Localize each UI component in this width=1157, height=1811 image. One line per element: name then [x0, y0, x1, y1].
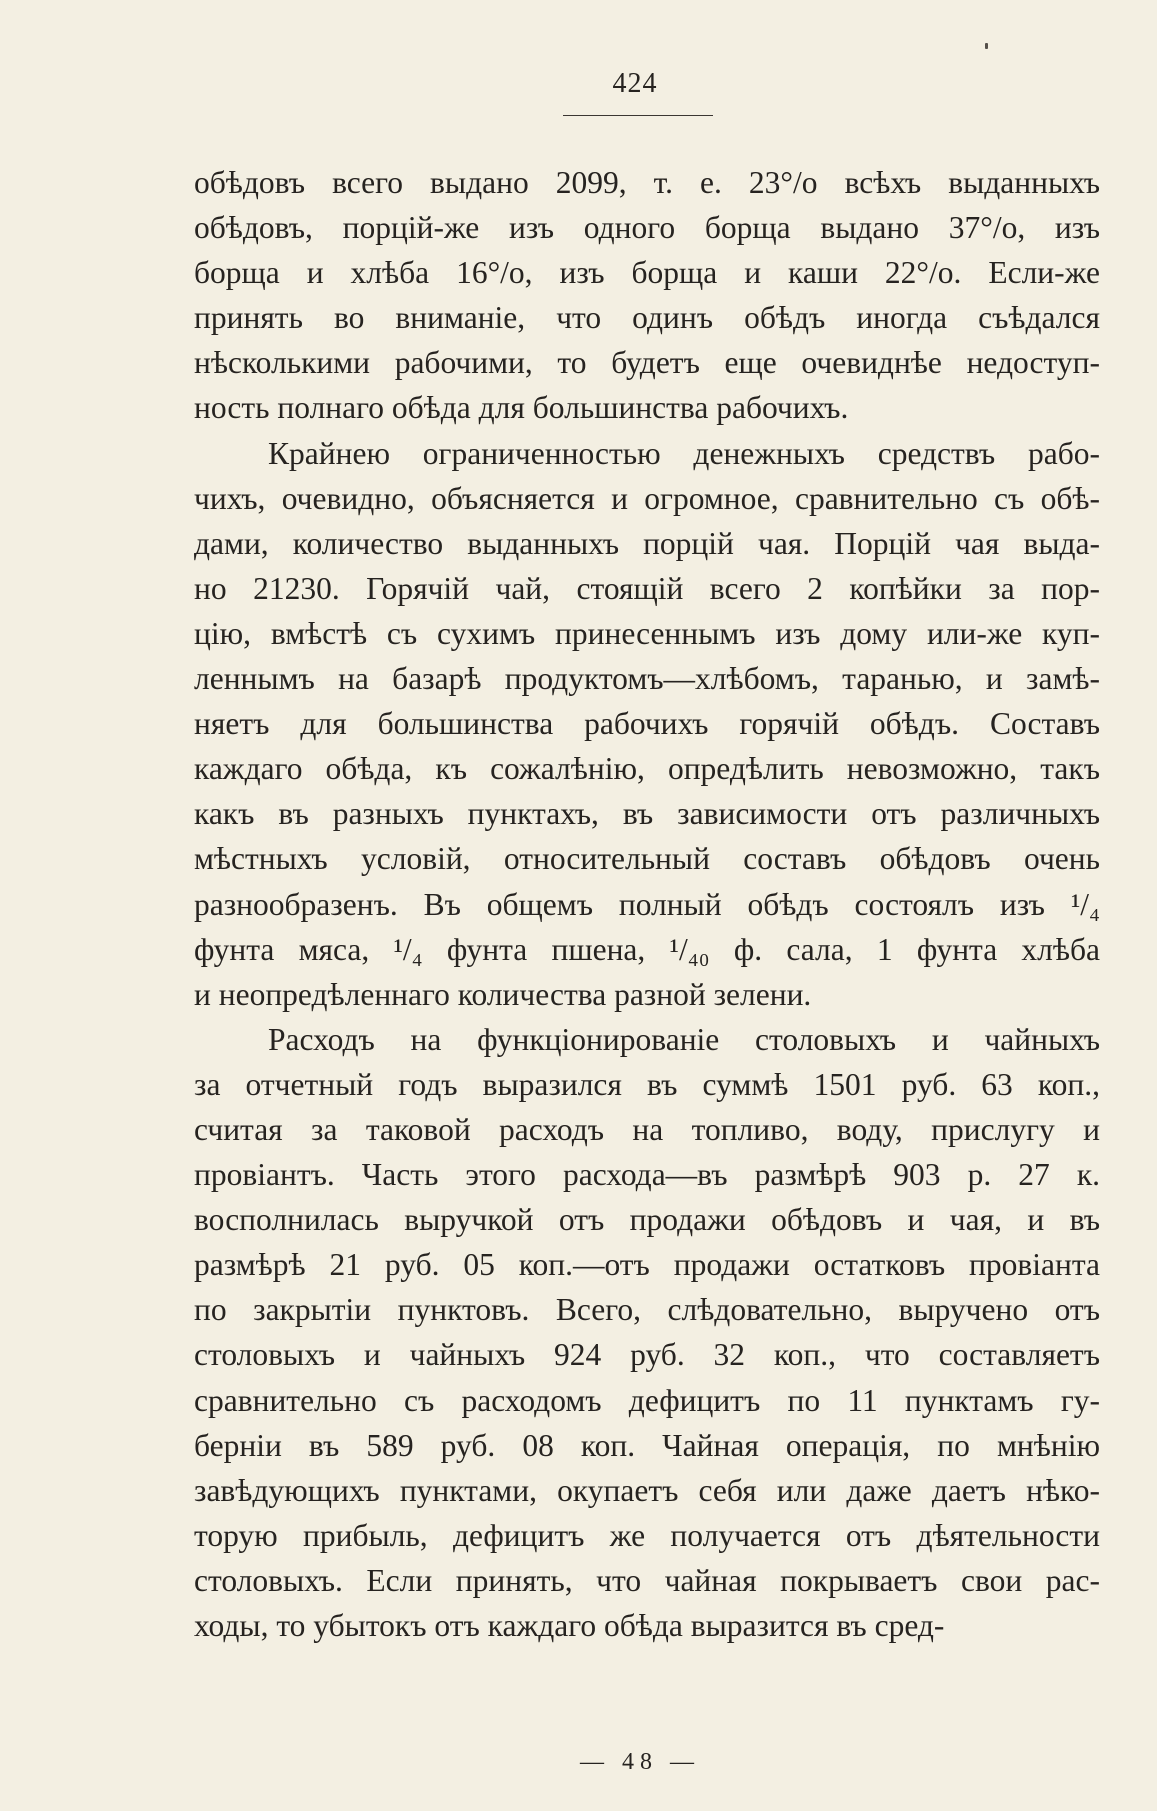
- text-line: размѣрѣ 21 руб. 05 коп.—отъ продажи остатковъ провіанта: [194, 1247, 1100, 1283]
- text-line: чихъ, очевидно, объясняется и огромное, сравнительно съ обѣ-: [194, 480, 1100, 516]
- text-line: провіантъ. Часть этого расхода—въ размѣрѣ 903 р. 27 к.: [194, 1157, 1100, 1193]
- text-line: какъ въ разныхъ пунктахъ, въ зависимости отъ различныхъ: [194, 796, 1100, 832]
- text-line: леннымъ на базарѣ продуктомъ—хлѣбомъ, таранью, и замѣ-: [194, 661, 1100, 697]
- text-line: обѣдовъ всего выдано 2099, т. е. 23°/о всѣхъ выданныхъ: [194, 165, 1100, 200]
- text-line: нѣсколькими рабочими, то будетъ еще очевиднѣе недоступ-: [194, 345, 1100, 381]
- signature-mark: — 48 —: [580, 1749, 700, 1775]
- text-line: ность полнаго обѣда для большинства рабочихъ.: [194, 390, 849, 426]
- text-line: ходы, то убытокъ отъ каждаго обѣда выразится въ сред-: [194, 1608, 945, 1643]
- text-line: по закрытіи пунктовъ. Всего, слѣдовательно, выручено отъ: [194, 1292, 1100, 1328]
- text-line: считая за таковой расходъ на топливо, воду, прислугу и: [194, 1111, 1100, 1147]
- paragraph: [194, 431, 1100, 1017]
- text-line: няетъ для большинства рабочихъ горячій обѣдъ. Составъ: [194, 706, 1100, 742]
- text-line: принять во вниманіе, что одинъ обѣдъ иногда съѣдался: [194, 300, 1100, 336]
- text-line: фунта мяса, ¹/₄ фунта пшена, ¹/₄₀ ф. сала, 1 фунта хлѣба: [194, 931, 1100, 967]
- body-text: [194, 160, 1100, 1648]
- text-line: борща и хлѣба 16°/о, изъ борща и каши 22°/о. Если-же: [194, 255, 1100, 291]
- text-line: берніи въ 589 руб. 08 коп. Чайная операція, по мнѣнію: [194, 1427, 1100, 1463]
- header-rule: [563, 115, 713, 116]
- text-line: столовыхъ. Если принять, что чайная покрываетъ свои рас-: [194, 1562, 1100, 1598]
- text-line: и неопредѣленнаго количества разной зелени.: [194, 976, 812, 1012]
- paragraph: [194, 160, 1100, 431]
- paper-speck: [985, 43, 988, 49]
- text-line: сравнительно съ расходомъ дефицитъ по 11 пунктамъ гу-: [194, 1382, 1100, 1418]
- text-line: разнообразенъ. Въ общемъ полный обѣдъ состоялъ изъ ¹/₄: [194, 886, 1100, 922]
- text-line: столовыхъ и чайныхъ 924 руб. 32 коп., что составляетъ: [194, 1337, 1100, 1373]
- paragraph: [194, 1017, 1100, 1648]
- text-line: обѣдовъ, порцій-же изъ одного борща выдано 37°/о, изъ: [194, 210, 1100, 246]
- text-line: восполнилась выручкой отъ продажи обѣдовъ и чая, и въ: [194, 1202, 1100, 1238]
- text-line: за отчетный годъ выразился въ суммѣ 1501 руб. 63 коп.,: [194, 1066, 1100, 1102]
- text-line: цію, вмѣстѣ съ сухимъ принесеннымъ изъ дому или-же куп-: [194, 615, 1100, 651]
- page-number: 424: [612, 68, 658, 99]
- text-line: но 21230. Горячій чай, стоящій всего 2 копѣйки за пор-: [194, 570, 1100, 606]
- text-line: торую прибыль, дефицитъ же получается отъ дѣятельности: [194, 1517, 1100, 1553]
- text-line: Крайнею ограниченностью денежныхъ средствъ рабо-: [268, 435, 1100, 471]
- text-line: каждаго обѣда, къ сожалѣнію, опредѣлить невозможно, такъ: [194, 751, 1100, 787]
- text-line: Расходъ на функціонированіе столовыхъ и чайныхъ: [268, 1021, 1100, 1057]
- text-line: завѣдующихъ пунктами, окупаетъ себя или даже даетъ нѣко-: [194, 1472, 1100, 1508]
- text-line: мѣстныхъ условій, относительный составъ обѣдовъ очень: [194, 841, 1100, 877]
- text-line: дами, количество выданныхъ порцій чая. Порцій чая выда-: [194, 525, 1100, 561]
